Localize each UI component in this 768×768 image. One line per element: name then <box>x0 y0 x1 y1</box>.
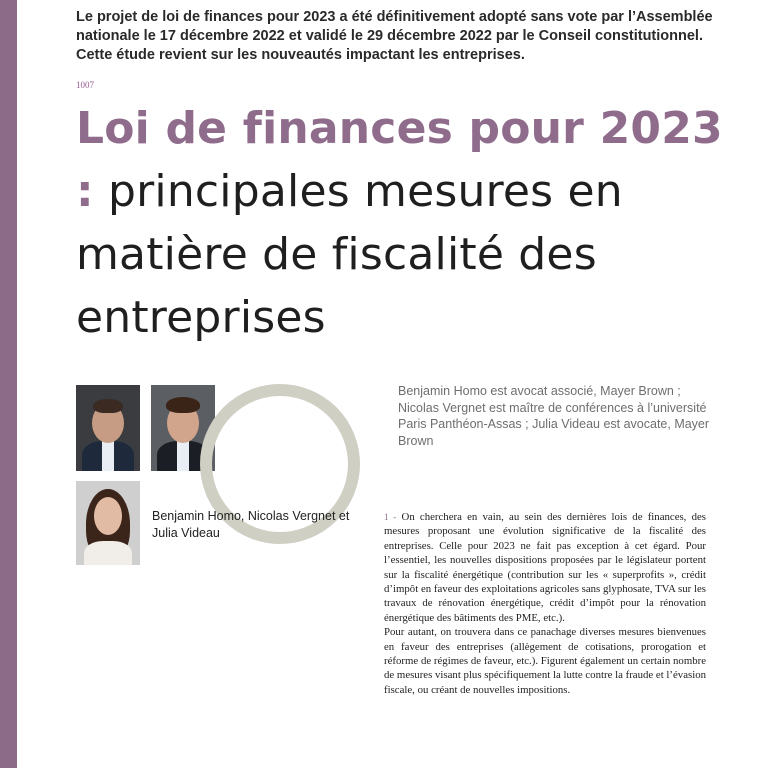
article-title <box>76 97 736 349</box>
body-paragraph-2: Pour autant, on trouvera dans ce panachage diverses mesures bienvenues en faveur des entreprises (allègement de cotisations, prorogation et réforme de régimes de faveur, etc.). Figurent également un certain nombre de mesures visant plus spécifiquement la lutte contre la fraude et l’évasion fiscale, ou créant de nouvelles impositions. <box>384 626 706 696</box>
body-paragraph-1 <box>384 510 706 625</box>
title-rest: principales mesures en matière de fiscalité des entreprises <box>76 166 623 343</box>
article-number: 1007 <box>76 80 94 90</box>
left-color-band <box>0 0 17 768</box>
author-bio: Benjamin Homo est avocat associé, Mayer Brown ; Nicolas Vergnet est maître de conférences à l’université Paris Panthéon-Assas ; Julia Videau est avocate, Mayer Brown <box>398 384 710 448</box>
author-photo-julia-videau <box>76 481 140 565</box>
author-names: Benjamin Homo, Nicolas Vergnet et Julia Videau <box>152 509 350 540</box>
paragraph-1-text: On cherchera en vain, au sein des dernières lois de finances, des mesures proposant une évolution significative de la fiscalité des entreprises. Celle pour 2023 ne fait pas exception à cet égard. Pour l’essentiel, les nouvelles dispositions proposées par le législateur portent sur la fiscalité énergétique (contribution sur les « superprofits », crédit d’impôt en faveur des exploitations agricoles sans glyphosate, TVA sur les travaux de rénovation énergétique, crédit d’impôt pour la rénovation énergétique des bâtiments des PME, etc.). <box>384 511 707 624</box>
intro-paragraph: Le projet de loi de finances pour 2023 a été définitivement adopté sans vote par l’Assemblée nationale le 17 décembre 2022 et validé le 29 décembre 2022 par le Conseil constitutionnel. Cette étude revient sur les nouveautés impactant les entreprises. <box>76 9 713 63</box>
title-accent: Loi de finances pour 2023 : <box>76 103 723 217</box>
paragraph-number: 1 - <box>384 512 397 522</box>
article-body <box>384 510 706 697</box>
author-photo-benjamin-homo <box>76 385 140 471</box>
